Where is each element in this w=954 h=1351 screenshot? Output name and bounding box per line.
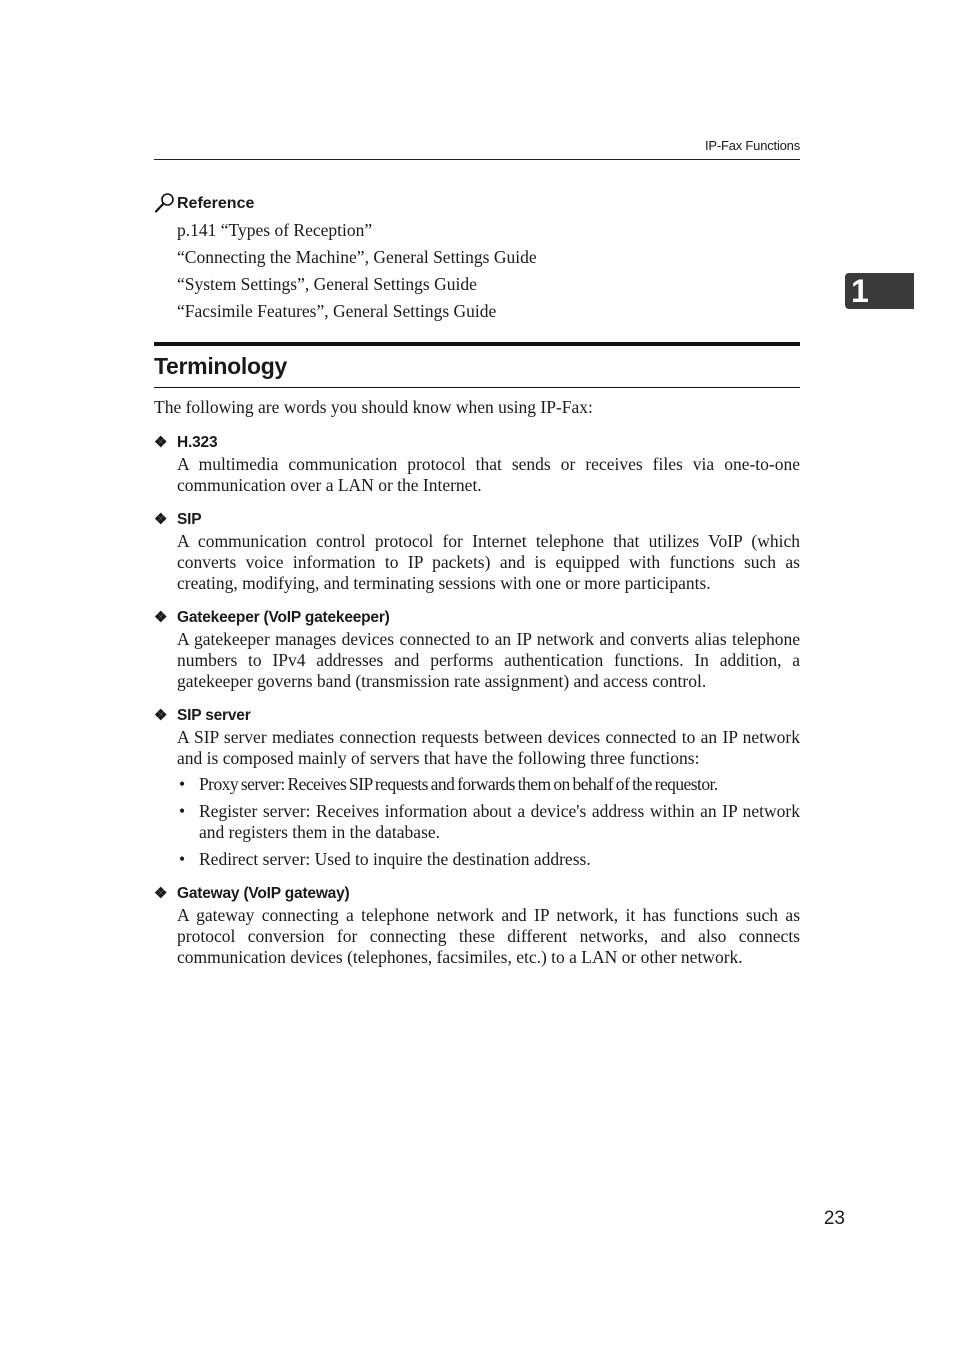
reference-box: [154, 190, 800, 325]
list-item: [177, 801, 800, 843]
term-heading: [154, 705, 800, 727]
header-rule: [154, 159, 800, 160]
section-content: [154, 396, 800, 968]
term-description: A multimedia communication protocol that sends or receives files via one-to-one communication over a LAN or the Internet.: [177, 454, 800, 495]
reference-list: [177, 217, 800, 325]
term-title: H.323: [177, 434, 218, 451]
term-description: A gatekeeper manages devices connected to an IP network and converts alias telephone numbers to IPv4 addresses and performs authentication functions. In addition, a gatekeeper governs band (transmission rate assignment) and access control.: [177, 629, 800, 691]
reference-item: “Facsimile Features”, General Settings Guide: [177, 301, 497, 321]
term-h323: [154, 432, 800, 496]
term-title: Gatekeeper (VoIP gatekeeper): [177, 609, 390, 626]
term-sip-server: [154, 705, 800, 870]
section-title: Terminology: [154, 353, 288, 379]
diamond-bullet-icon: ❖: [154, 707, 168, 724]
term-gatekeeper: [154, 607, 800, 692]
section-rule-bottom: [154, 387, 800, 388]
bullet-dot-icon: •: [179, 801, 186, 821]
reference-item: “Connecting the Machine”, General Settings Guide: [177, 247, 537, 267]
term-heading: [154, 509, 800, 531]
section-rule-top: [154, 342, 800, 346]
list-item: [177, 849, 800, 870]
reference-title: Reference: [177, 195, 255, 212]
term-heading: [154, 432, 800, 454]
page-number: 23: [823, 1208, 845, 1229]
running-header: IP-Fax Functions: [704, 138, 800, 153]
diamond-bullet-icon: ❖: [154, 434, 168, 451]
reference-item: “System Settings”, General Settings Guide: [177, 274, 477, 294]
chapter-number: 1: [851, 273, 869, 309]
bullet-dot-icon: •: [179, 774, 185, 794]
list-item-text: Proxy server: Receives SIP requests and forwards them on behalf of the requestor.: [199, 774, 718, 794]
term-gateway: [154, 883, 800, 968]
term-description: A communication control protocol for Internet telephone that utilizes VoIP (which converts voice information to IP packets) and is equipped with functions such as creating, modifying, and terminating sessions with one or more participants.: [177, 531, 800, 593]
term-title: SIP: [177, 511, 202, 528]
diamond-bullet-icon: ❖: [154, 511, 168, 528]
sip-server-functions: [177, 774, 800, 870]
term-heading: [154, 607, 800, 629]
diamond-bullet-icon: ❖: [154, 885, 168, 902]
list-item-text: Redirect server: Used to inquire the destination address.: [199, 849, 591, 869]
term-description: A gateway connecting a telephone network and IP network, it has functions such as protocol conversion for connecting these different networks, and also connects communication devices (telephones, facsimiles, etc.) to a LAN or other network.: [177, 905, 800, 967]
term-title: Gateway (VoIP gateway): [177, 885, 350, 902]
term-description: A SIP server mediates connection requests between devices connected to an IP network and is composed mainly of servers that have the following three functions:: [177, 727, 800, 768]
term-heading: [154, 883, 800, 905]
diamond-bullet-icon: ❖: [154, 609, 168, 626]
bullet-dot-icon: •: [179, 849, 186, 869]
term-sip: [154, 509, 800, 594]
term-title: SIP server: [177, 707, 251, 724]
section-intro: The following are words you should know when using IP-Fax:: [154, 397, 593, 417]
chapter-tab: [845, 273, 914, 309]
list-item: [177, 774, 800, 795]
magnifier-icon: [154, 192, 176, 214]
reference-heading: [154, 190, 800, 214]
reference-item: p.141 “Types of Reception”: [177, 220, 373, 240]
list-item-text: Register server: Receives information about a device's address within an IP network and registers them in the database.: [199, 801, 800, 842]
